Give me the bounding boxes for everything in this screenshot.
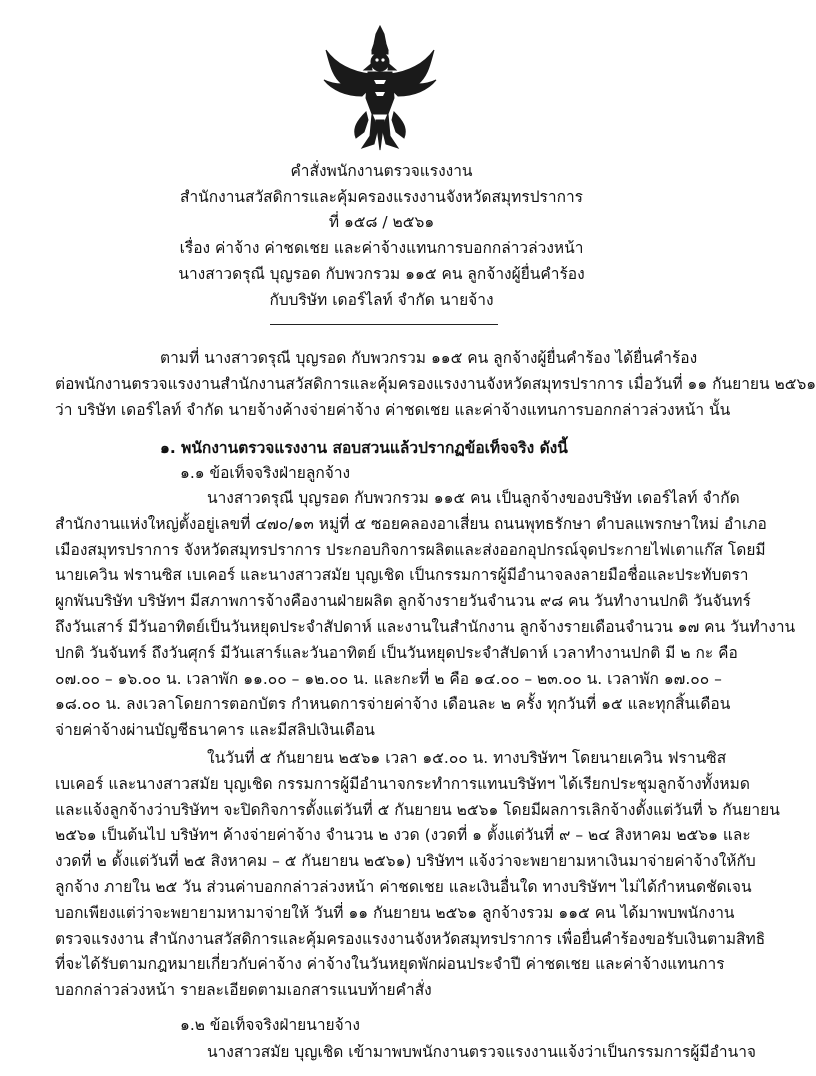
- office-name: สำนักงานสวัสดิการและคุ้มครองแรงงานจังหวัดสมุทรปราการ: [180, 188, 583, 206]
- paragraph-line: บอกเพียงแต่ว่าจะพยายามหามาจ่ายให้ วันที่ ๑๑ กันยายน ๒๕๖๑ ลูกจ้างรวม ๑๑๕ คน ได้มาพบพนักงาน: [55, 903, 735, 922]
- order-subject: เรื่อง ค่าจ้าง ค่าชดเชย และค่าจ้างแทนการบอกกล่าวล่วงหน้า: [179, 239, 584, 257]
- paragraph-line: สำนักงานแห่งใหญ่ตั้งอยู่เลขที่ ๔๗๐/๑๓ หมู่ที่ ๕ ซอยคลองอาเสี่ยน ถนนพุทธรักษา ตำบลแพรกษาใหม่ อำเภอ: [55, 514, 767, 533]
- employer-facts-line: นางสาวสมัย บุญเชิด เข้ามาพบพนักงานตรวจแรงงานแจ้งว่าเป็นกรรมการผู้มีอำนาจ: [207, 1043, 756, 1061]
- paragraph-line: ลูกจ้าง ภายใน ๒๕ วัน ส่วนค่าบอกกล่าวล่วงหน้า ค่าชดเชย และเงินอื่นใด ทางบริษัทฯ ไม่ได้กำหนดชัดเจน: [55, 877, 752, 896]
- order-parties-employees: นางสาวดรุณี บุญรอด กับพวกรวม ๑๑๕ คน ลูกจ้างผู้ยื่นคำร้อง: [178, 265, 585, 283]
- paragraph-line: ๒๕๖๑ เป็นต้นไป บริษัทฯ ค้างจ่ายค่าจ้าง จำนวน ๒ งวด (งวดที่ ๑ ตั้งแต่วันที่ ๙ – ๒๔ สิงหาคม ๒๕๖๑ และ: [55, 826, 751, 845]
- paragraph-line: ผูกพันบริษัท บริษัทฯ มีสภาพการจ้างคืองานฝ่ายผลิต ลูกจ้างรายวันจำนวน ๙๘ คน วันทำงานปกติ วันจันทร์: [55, 592, 751, 611]
- order-title: คำสั่งพนักงานตรวจแรงงาน: [290, 162, 473, 180]
- header-divider: [270, 324, 498, 325]
- closure-facts-paragraph: [55, 746, 780, 1004]
- intro-line: ต่อพนักงานตรวจแรงงานสำนักงานสวัสดิการและคุ้มครองแรงงานจังหวัดสมุทรปราการ เมื่อวันที่ ๑๑ กันยายน ๒๕๖๑: [55, 374, 816, 393]
- paragraph-line: เบเคอร์ และนางสาวสมัย บุญเชิด กรรมการผู้มีอำนาจกระทำการแทนบริษัทฯ ได้เรียกประชุมลูกจ้างทั้งหมด: [55, 774, 750, 793]
- paragraph-line: งวดที่ ๒ ตั้งแต่วันที่ ๒๕ สิงหาคม – ๕ กันยายน ๒๕๖๑) บริษัทฯ แจ้งว่าจะพยายามหาเงินมาจ่ายค่าจ้างให้กับ: [55, 852, 756, 871]
- employee-facts-paragraph: [55, 486, 796, 744]
- paragraph-line: นายเควิน ฟรานซิส เบเคอร์ และนางสาวสมัย บุญเชิด เป็นกรรมการผู้มีอำนาจลงลายมือชื่อและประทับตรา: [55, 566, 749, 585]
- paragraph-line: ที่จะได้รับตามกฎหมายเกี่ยวกับค่าจ้าง ค่าจ้างในวันหยุดพักผ่อนประจำปี ค่าชดเชย และค่าจ้างแทนการ: [55, 955, 725, 974]
- intro-paragraph: [55, 346, 816, 423]
- subsection-1-2-heading: ๑.๒ ข้อเท็จจริงฝ่ายนายจ้าง: [180, 1016, 360, 1034]
- intro-line: ว่า บริษัท เดอร์ไลท์ จำกัด นายจ้างค้างจ่ายค่าจ้าง ค่าชดเชย และค่าจ้างแทนการบอกกล่าวล่วงหน้า นั้น: [55, 400, 731, 419]
- subsection-1-1-heading: ๑.๑ ข้อเท็จจริงฝ่ายลูกจ้าง: [180, 464, 351, 482]
- paragraph-line: เมืองสมุทรปราการ จังหวัดสมุทรปราการ ประกอบกิจการผลิตและส่งออกอุปกรณ์จุดประกายไฟเตาแก๊ส โดยมี: [55, 540, 766, 559]
- paragraph-line: และแจ้งลูกจ้างว่าบริษัทฯ จะปิดกิจการตั้งแต่วันที่ ๕ กันยายน ๒๕๖๑ โดยมีผลการเลิกจ้างตั้งแต่วันที่ ๖ กันยายน: [55, 800, 780, 819]
- order-parties-employer: กับบริษัท เดอร์ไลท์ จำกัด นายจ้าง: [269, 291, 494, 309]
- paragraph-line: ๑๘.๐๐ น. ลงเวลาโดยการตอกบัตร กำหนดการจ่ายค่าจ้าง เดือนละ ๒ ครั้ง ทุกวันที่ ๑๕ และทุกสิ้นเดือน: [55, 695, 731, 714]
- paragraph-line: ปกติ วันจันทร์ ถึงวันศุกร์ มีวันเสาร์และวันอาทิตย์ เป็นวันหยุดประจำสัปดาห์ เวลาทำงานปกติ มี ๒ กะ คือ: [55, 643, 738, 662]
- paragraph-line: นางสาวดรุณี บุญรอด กับพวกรวม ๑๑๕ คน เป็นลูกจ้างของบริษัท เดอร์ไลท์ จำกัด: [207, 489, 740, 507]
- section-1-heading: ๑. พนักงานตรวจแรงงาน สอบสวนแล้วปรากฏข้อเท็จจริง ดังนี้: [160, 439, 568, 457]
- paragraph-line: บอกกล่าวล่วงหน้า รายละเอียดตามเอกสารแนบท้ายคำสั่ง: [55, 981, 432, 1000]
- paragraph-line: ๐๗.๐๐ – ๑๖.๐๐ น. เวลาพัก ๑๑.๐๐ – ๑๒.๐๐ น. และกะที่ ๒ คือ ๑๔.๐๐ – ๒๓.๐๐ น. เวลาพัก ๑๗.๐๐ –: [55, 669, 722, 688]
- paragraph-line: จ่ายค่าจ้างผ่านบัญชีธนาคาร และมีสลิปเงินเดือน: [55, 721, 375, 740]
- paragraph-line: ถึงวันเสาร์ มีวันอาทิตย์เป็นวันหยุดประจำสัปดาห์ และงานในสำนักงาน ลูกจ้างรายเดือนจำนวน ๑๗ คน วันทำงาน: [55, 617, 796, 636]
- garuda-emblem-icon: [322, 24, 438, 152]
- intro-line: ตามที่ นางสาวดรุณี บุญรอด กับพวกรวม ๑๑๕ คน ลูกจ้างผู้ยื่นคำร้อง ได้ยื่นคำร้อง: [160, 349, 698, 367]
- order-number: ที่ ๑๕๘ / ๒๕๖๑: [328, 213, 435, 231]
- paragraph-line: ในวันที่ ๕ กันยายน ๒๕๖๑ เวลา ๑๕.๐๐ น. ทางบริษัทฯ โดยนายเควิน ฟรานซิส: [207, 749, 727, 767]
- paragraph-line: ตรวจแรงงาน สำนักงานสวัสดิการและคุ้มครองแรงงานจังหวัดสมุทรปราการ เพื่อยื่นคำร้องขอรับเงินตามสิทธิ: [55, 929, 766, 948]
